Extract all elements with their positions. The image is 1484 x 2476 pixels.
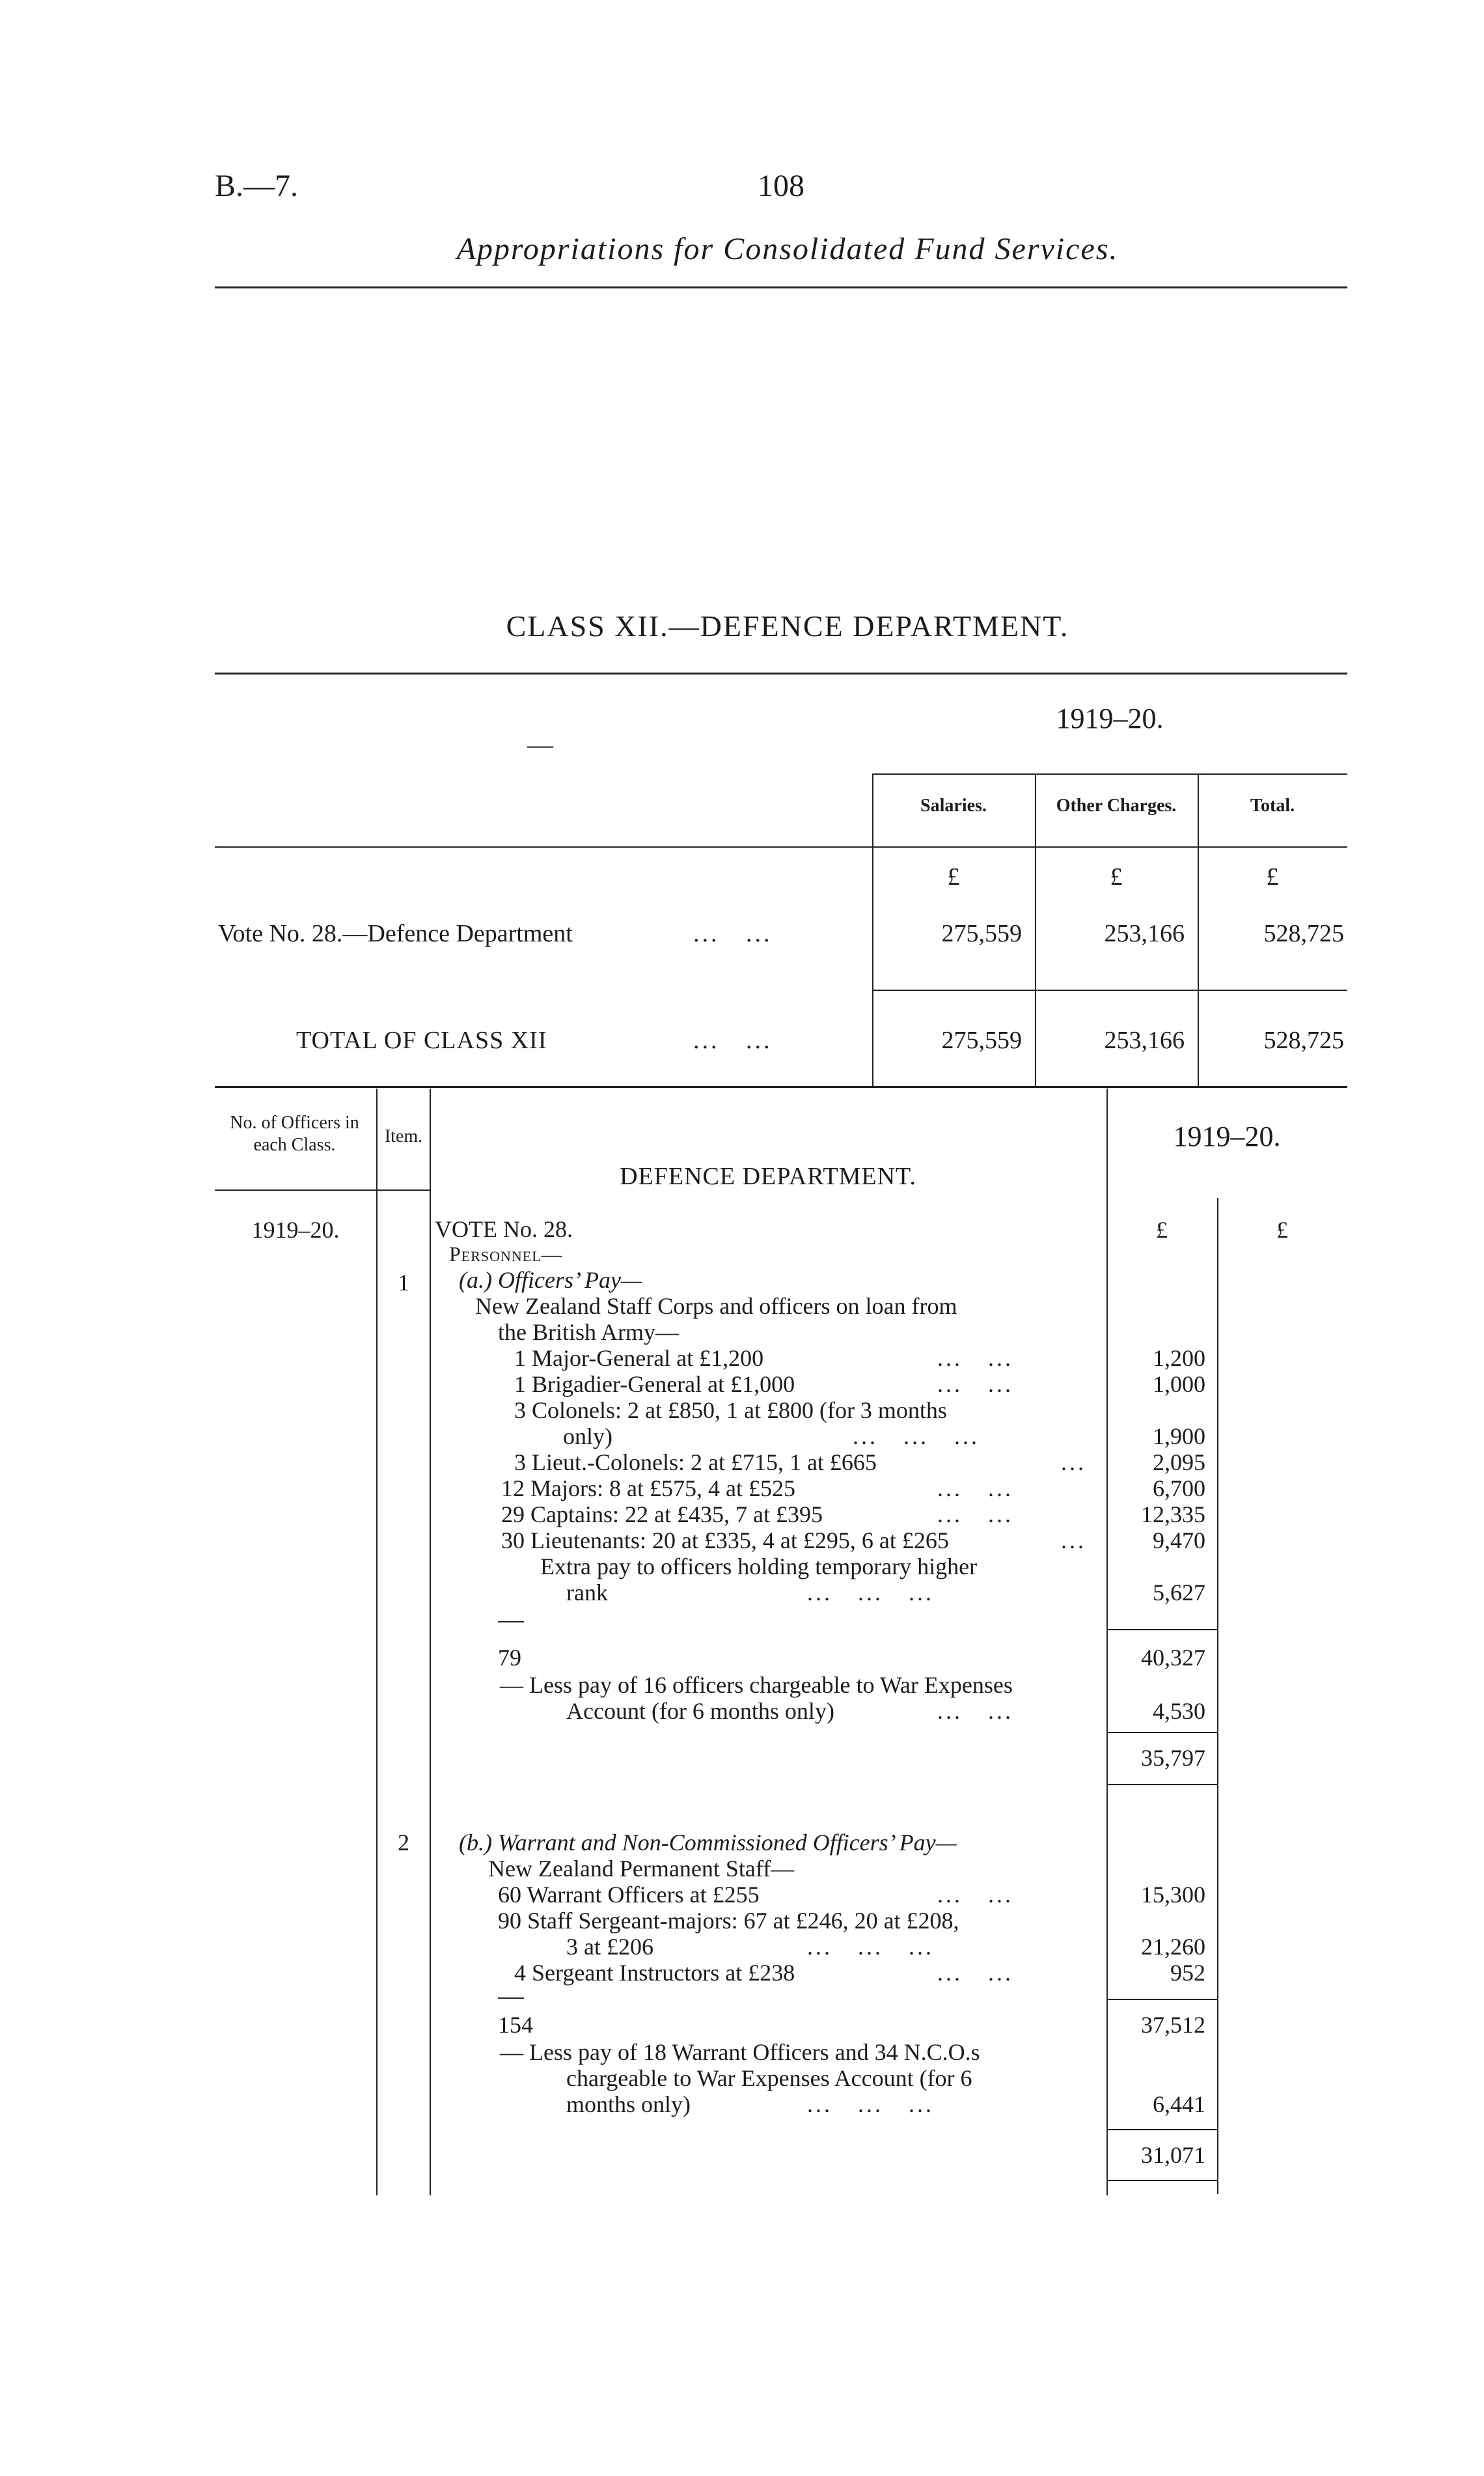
item-2-count: 154	[498, 2012, 533, 2038]
currency-total: £	[1266, 863, 1279, 891]
item-2-sub1: New Zealand Permanent Staff—	[488, 1856, 795, 1882]
item-2-less-dots: ... ... ...	[807, 2091, 934, 2117]
item-1-line-2: 1 Brigadier-General at £1,000	[514, 1371, 795, 1397]
currency-col-1: £	[1156, 1217, 1168, 1243]
item-1-line-8: 30 Lieutenants: 20 at £335, 4 at £295, 6 at £265	[501, 1527, 949, 1553]
item-1-line-3: 3 Colonels: 2 at £850, 1 at £800 (for 3 months	[514, 1397, 947, 1423]
item-2-net-underline	[1108, 2180, 1217, 2181]
total-other: 253,166	[1104, 1027, 1185, 1054]
item-1-line-5: 3 Lieut.-Colonels: 2 at £715, 1 at £665	[514, 1449, 877, 1475]
total-dots: ... ...	[693, 1027, 773, 1054]
item-1-line-1-dots: ... ...	[937, 1345, 1013, 1371]
item-2-line-3-dots: ... ... ...	[807, 1934, 934, 1960]
item-2-line-2: 90 Staff Sergeant-majors: 67 at £246, 20 at £208,	[498, 1908, 959, 1934]
item-2-line-4: 4 Sergeant Instructors at £238	[514, 1960, 795, 1986]
item-1-count-rule	[498, 1621, 524, 1622]
summary-year-rule	[872, 773, 1347, 775]
item-1-less-2: Account (for 6 months only)	[566, 1698, 834, 1724]
detail-divider-amount-2	[1217, 1198, 1218, 2194]
item-1-count: 79	[498, 1645, 521, 1671]
item-1-net: 35,797	[1141, 1745, 1205, 1771]
total-salaries: 275,559	[941, 1027, 1022, 1054]
item-2-line-4-amount: 952	[1170, 1960, 1205, 1986]
item-1-line-5-amount: 2,095	[1153, 1449, 1205, 1475]
item-1-net-underline	[1108, 1784, 1217, 1785]
detail-divider-officers	[376, 1089, 378, 2195]
header-rule	[215, 286, 1347, 288]
page-ref: B.—7.	[215, 169, 299, 203]
item-1-subtotal: 40,327	[1141, 1645, 1205, 1671]
item-1-line-2-dots: ... ...	[937, 1371, 1013, 1397]
detail-header-rule	[215, 1189, 430, 1191]
currency-other: £	[1110, 863, 1123, 891]
item-2-line-4-dots: ... ...	[937, 1960, 1013, 1986]
summary-total-rule	[872, 990, 1347, 991]
item-1-less-dots: ... ...	[937, 1698, 1013, 1724]
item-1-line-4-amount: 1,900	[1153, 1423, 1205, 1449]
item-1-line-1: 1 Major-General at £1,200	[514, 1345, 764, 1371]
vote-label: Vote No. 28.—Defence Department	[218, 920, 573, 947]
item-1-line-7-amount: 12,335	[1141, 1501, 1205, 1527]
col-other-header: Other Charges.	[1056, 796, 1177, 816]
item-1-sub2: the British Army—	[498, 1319, 679, 1345]
item-2-number: 2	[398, 1829, 409, 1856]
item-1-line-6-dots: ... ...	[937, 1475, 1013, 1501]
col-salaries-header: Salaries.	[920, 796, 987, 816]
item-1-line-4: only)	[563, 1423, 612, 1449]
item-1-less-1: — Less pay of 16 officers chargeable to War Expenses	[500, 1672, 1013, 1698]
col-item-header: Item.	[384, 1126, 423, 1147]
item-1-line-10-dots: ... ... ...	[807, 1579, 934, 1606]
vote-salaries: 275,559	[941, 920, 1022, 947]
item-2-line-1-amount: 15,300	[1141, 1882, 1205, 1908]
item-2-line-1: 60 Warrant Officers at £255	[498, 1882, 760, 1908]
item-1-line-7-dots: ... ...	[937, 1501, 1013, 1527]
item-2-less-1: — Less pay of 18 Warrant Officers and 34 N.C.O.s	[500, 2039, 980, 2065]
vote-total: 528,725	[1263, 920, 1344, 947]
item-1-line-9: Extra pay to officers holding temporary higher	[540, 1553, 978, 1579]
item-1-number: 1	[398, 1270, 409, 1296]
total-label: TOTAL OF CLASS XII	[296, 1027, 547, 1054]
total-total: 528,725	[1263, 1027, 1344, 1054]
item-2-line-3-amount: 21,260	[1141, 1934, 1205, 1960]
currency-col-2: £	[1276, 1217, 1288, 1243]
item-2-line-1-dots: ... ...	[937, 1882, 1013, 1908]
item-1-line-10: rank	[566, 1579, 608, 1606]
col-heading: DEFENCE DEPARTMENT.	[620, 1163, 916, 1190]
item-1-line-1-amount: 1,200	[1153, 1345, 1205, 1371]
item-2-subtotal: 37,512	[1141, 2012, 1205, 2038]
item-1-sub1: New Zealand Staff Corps and officers on loan from	[475, 1293, 957, 1319]
item-1-less-amount: 4,530	[1153, 1698, 1205, 1724]
item-2-line-3: 3 at £206	[566, 1934, 653, 1960]
vote-other: 253,166	[1104, 920, 1185, 947]
item-2-less-3: months only)	[566, 2091, 691, 2117]
item-1-heading: (a.) Officers’ Pay—	[459, 1267, 642, 1293]
item-2-count-rule	[498, 1997, 524, 1999]
page-number: 108	[758, 169, 804, 203]
item-2-less-2: chargeable to War Expenses Account (for 6	[566, 2065, 972, 2091]
item-1-line-8-amount: 9,470	[1153, 1527, 1205, 1553]
item-2-net: 31,071	[1141, 2142, 1205, 2168]
vote-heading: VOTE No. 28.	[435, 1216, 573, 1242]
item-1-line-8-dots: ...	[1061, 1527, 1086, 1553]
summary-dash: —	[527, 730, 553, 759]
item-1-line-10-amount: 5,627	[1153, 1579, 1205, 1606]
item-1-line-7: 29 Captains: 22 at £435, 7 at £395	[501, 1501, 823, 1527]
item-1-line-2-amount: 1,000	[1153, 1371, 1205, 1397]
item-1-line-6-amount: 6,700	[1153, 1475, 1205, 1501]
item-1-net-rule	[1108, 1732, 1217, 1733]
personnel-heading: Personnel—	[449, 1242, 563, 1266]
item-1-subtotal-rule	[1108, 1629, 1217, 1630]
currency-salaries: £	[947, 863, 960, 891]
item-1-line-4-dots: ... ... ...	[853, 1423, 980, 1449]
class-heading-rule	[215, 673, 1347, 675]
class-heading: CLASS XII.—DEFENCE DEPARTMENT.	[506, 609, 1069, 643]
vote-dots: ... ...	[693, 920, 773, 947]
item-2-subtotal-rule	[1108, 1999, 1217, 2000]
item-1-line-6: 12 Majors: 8 at £575, 4 at £525	[501, 1475, 795, 1501]
item-2-heading: (b.) Warrant and Non-Commissioned Officers’ Pay—	[459, 1829, 957, 1856]
col-total-header: Total.	[1250, 796, 1295, 816]
summary-header-rule	[215, 846, 1347, 848]
page-title: Appropriations for Consolidated Fund Services.	[456, 232, 1119, 266]
col-officers-header: No. of Officers in each Class.	[230, 1113, 359, 1155]
item-2-net-rule	[1108, 2129, 1217, 2130]
col-year-header: 1919–20.	[1173, 1120, 1281, 1152]
detail-divider-item	[430, 1089, 431, 2195]
summary-bottom-rule	[215, 1086, 1347, 1088]
summary-year: 1919–20.	[1056, 702, 1164, 734]
detail-year-label: 1919–20.	[251, 1217, 340, 1243]
item-2-less-amount: 6,441	[1153, 2091, 1205, 2117]
item-1-line-5-dots: ...	[1061, 1449, 1086, 1475]
